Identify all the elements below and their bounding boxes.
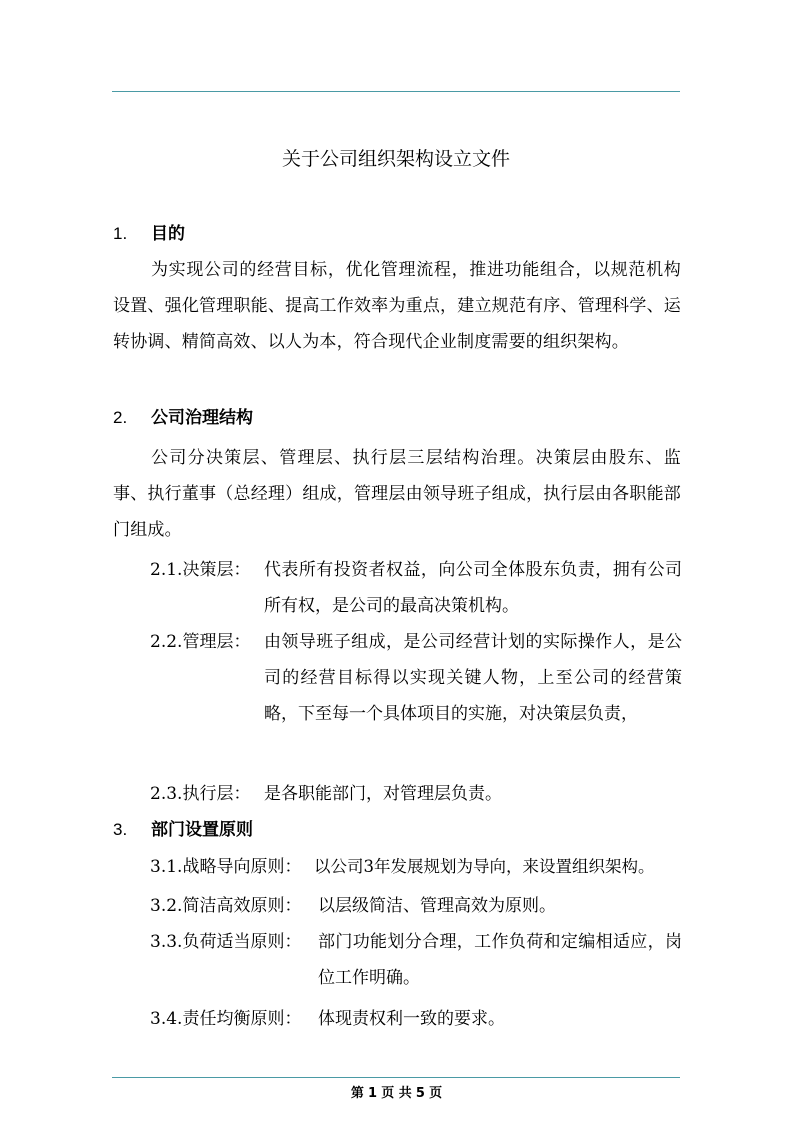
list-item-label: 3.4.责任均衡原则： xyxy=(150,1009,302,1029)
document-title: 关于公司组织架构设立文件 xyxy=(281,148,510,170)
list-item-label: 3.1.战略导向原则： xyxy=(150,857,302,877)
section-3-heading xyxy=(113,817,253,843)
footer-page-number: 1 xyxy=(368,1086,378,1101)
list-item-3-4 xyxy=(150,1001,682,1037)
list-item-3-2 xyxy=(150,888,682,924)
section-2-title: 公司治理结构 xyxy=(151,408,253,428)
list-item-2-3 xyxy=(150,776,682,812)
list-item-3-3 xyxy=(150,924,682,996)
section-2-number: 2. xyxy=(113,408,128,427)
section-2-paragraph: 公司分决策层、管理层、执行层三层结构治理。决策层由股东、监事、执行董事（总经理）组成，管理层由领导班子组成，执行层由各职能部门组成。 xyxy=(113,448,681,540)
list-item-2-2 xyxy=(150,624,682,768)
header-rule xyxy=(112,91,680,92)
list-item-text: 以公司3年发展规划为导向，来设置组织架构。 xyxy=(314,857,655,876)
section-2-heading xyxy=(113,405,253,431)
footer-total-pages: 5 xyxy=(415,1086,425,1101)
section-1-paragraph: 为实现公司的经营目标，优化管理流程，推进功能组合，以规范机构设置、强化管理职能、提高工作效率为重点，建立规范有序、管理科学、运转协调、精简高效、以人为本，符合现代企业制度需要的组织架构。 xyxy=(113,260,681,352)
list-item-3-1 xyxy=(150,849,690,885)
list-item-label: 3.2.简洁高效原则： xyxy=(150,896,302,916)
page-footer xyxy=(0,1085,793,1103)
list-item-text: 代表所有投资者权益，向公司全体股东负责，拥有公司所有权，是公司的最高决策机构。 xyxy=(264,560,682,616)
list-item-text: 以层级简洁、管理高效为原则。 xyxy=(318,896,556,916)
list-item-2-1 xyxy=(150,552,682,624)
list-item-label: 2.3.执行层： xyxy=(150,784,251,804)
section-1-number: 1. xyxy=(113,224,128,243)
footer-suffix: 页 xyxy=(429,1086,443,1101)
list-item-label: 2.2.管理层： xyxy=(150,632,251,652)
footer-rule xyxy=(112,1077,680,1078)
section-1-heading xyxy=(113,221,185,247)
list-item-label: 2.1.决策层： xyxy=(150,560,251,580)
footer-prefix: 第 xyxy=(350,1086,364,1101)
list-item-text: 部门功能划分合理，工作负荷和定编相适应，岗位工作明确。 xyxy=(318,932,682,988)
section-1-title: 目的 xyxy=(151,224,185,244)
section-3-number: 3. xyxy=(113,820,128,839)
list-item-text: 由领导班子组成，是公司经营计划的实际操作人，是公司的经营目标得以实现关键人物，上至公司的经营策略，下至每一个具体项目的实施，对决策层负责， xyxy=(264,632,682,724)
list-item-label: 3.3.负荷适当原则： xyxy=(150,932,302,952)
footer-middle: 页 共 xyxy=(381,1086,412,1101)
list-item-text: 是各职能部门，对管理层负责。 xyxy=(264,784,502,804)
section-3-title: 部门设置原则 xyxy=(151,820,253,840)
list-item-text: 体现责权利一致的要求。 xyxy=(318,1009,505,1029)
